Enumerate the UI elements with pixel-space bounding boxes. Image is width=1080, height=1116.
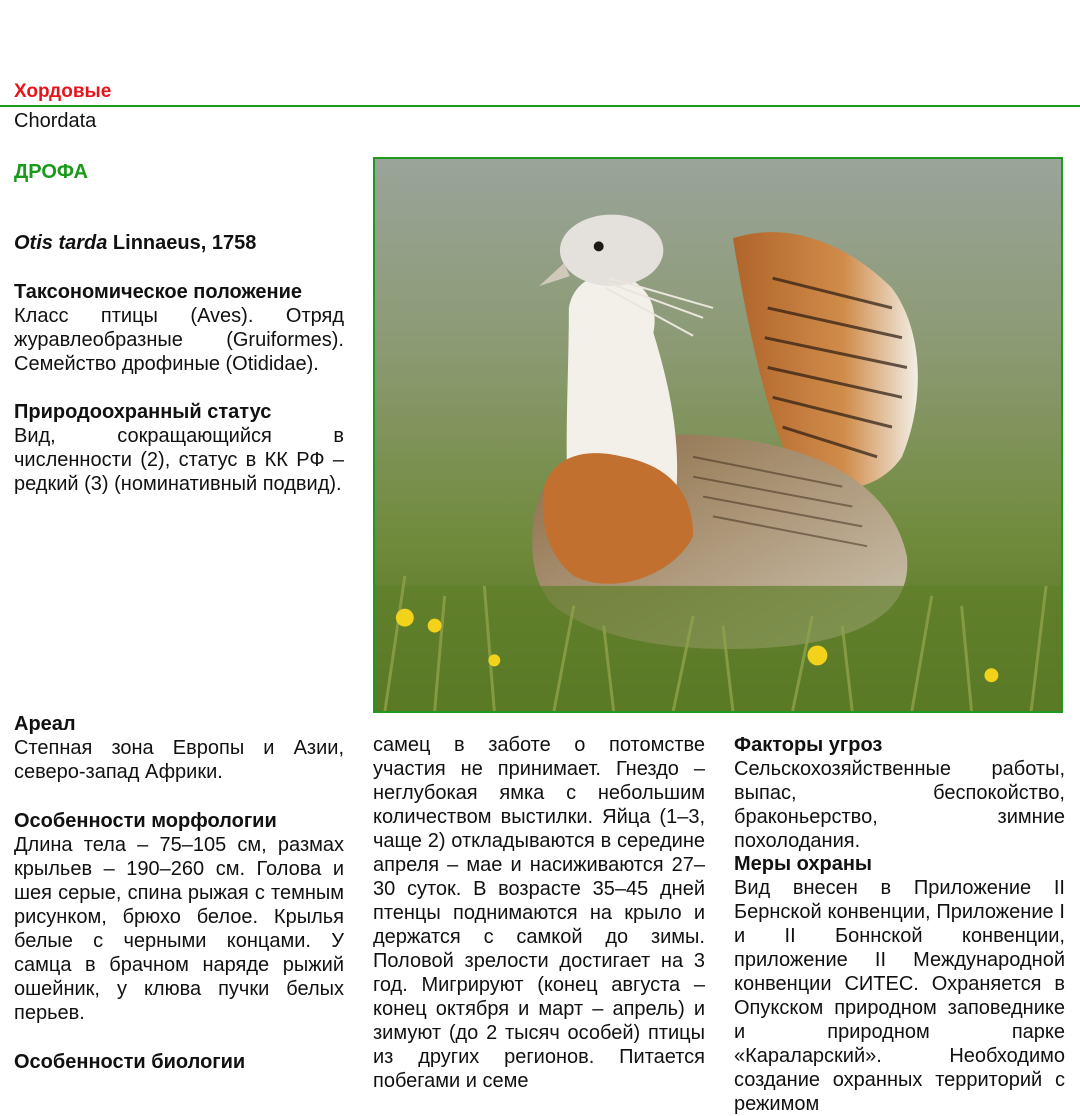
- latin-binomial: Otis tarda: [14, 232, 108, 254]
- section-text: Класс птицы (Aves). Отряд журавлеобразные (Gruiformes). Семейство дрофиные (Otididae).: [14, 305, 344, 375]
- section-title: Ареал: [14, 713, 76, 735]
- section-biology: [14, 1050, 344, 1074]
- section-biology-continued: [373, 733, 705, 1093]
- section-title: Природоохранный статус: [14, 401, 272, 423]
- section-text: Вид, сокращающийся в численности (2), статус в КК РФ – редкий (3) (номинативный подвид).: [14, 425, 344, 495]
- section-title: Особенности биологии: [14, 1051, 246, 1073]
- section-measures: [734, 852, 1065, 1116]
- section-title: Таксономическое положение: [14, 281, 303, 303]
- section-title: Особенности морфологии: [14, 810, 277, 832]
- section-text: Вид внесен в Приложение II Бернской конвенции, Приложение I и II Боннской конвенции, приложение II Международной конвенции СИТЕС. Охраняется в Опукском природном заповеднике и природном парке «Караларский». Необходимо создание охранных территорий с режимом: [734, 877, 1065, 1115]
- latin-author: Linnaeus, 1758: [112, 232, 257, 254]
- section-morphology: [14, 809, 344, 1025]
- species-name: ДРОФА: [14, 161, 88, 183]
- header-divider: [0, 105, 1080, 107]
- section-taxonomy: [14, 280, 344, 376]
- section-text: Длина тела – 75–105 см, размах крыльев – 190–260 см. Голова и шея серые, спина рыжая с темным рисунком, брюхо белое. Крылья белые с черными концами. У самца в брачном наряде рыжий ошейник, у клюва пучки белых перьев.: [14, 834, 344, 1024]
- section-text: Сельскохозяйственные работы, выпас, беспокойство, браконьерство, зимние похолодания.: [734, 758, 1065, 852]
- section-text: самец в заботе о потомстве участия не принимает. Гнездо – неглубокая ямка с небольшим количеством выстилки. Яйца (1–3, чаще 2) откладываются в середине апреля – мае и насиживаются 27–30 суток. В возрасте 35–45 дней птенцы поднимаются на крыло и держатся с самкой до зимы. Половой зрелости достигает на 3 год. Мигрируют (конец августа – конец октября и март – апрель) и зимуют (до 2 тысяч особей) птицы из других регионов. Питается побегами и семе: [373, 734, 705, 1092]
- section-range: [14, 712, 344, 784]
- section-title: Меры охраны: [734, 853, 872, 875]
- category-latin: Chordata: [14, 110, 97, 132]
- species-photo: [373, 157, 1063, 713]
- section-text: Степная зона Европы и Азии, северо-запад Африки.: [14, 737, 344, 783]
- section-threats: [734, 733, 1065, 853]
- species-latin-name: [14, 231, 256, 255]
- category-title: Хордовые: [14, 81, 112, 102]
- section-title: Факторы угроз: [734, 734, 883, 756]
- section-status: [14, 400, 344, 496]
- bustard-illustration: [375, 159, 1061, 711]
